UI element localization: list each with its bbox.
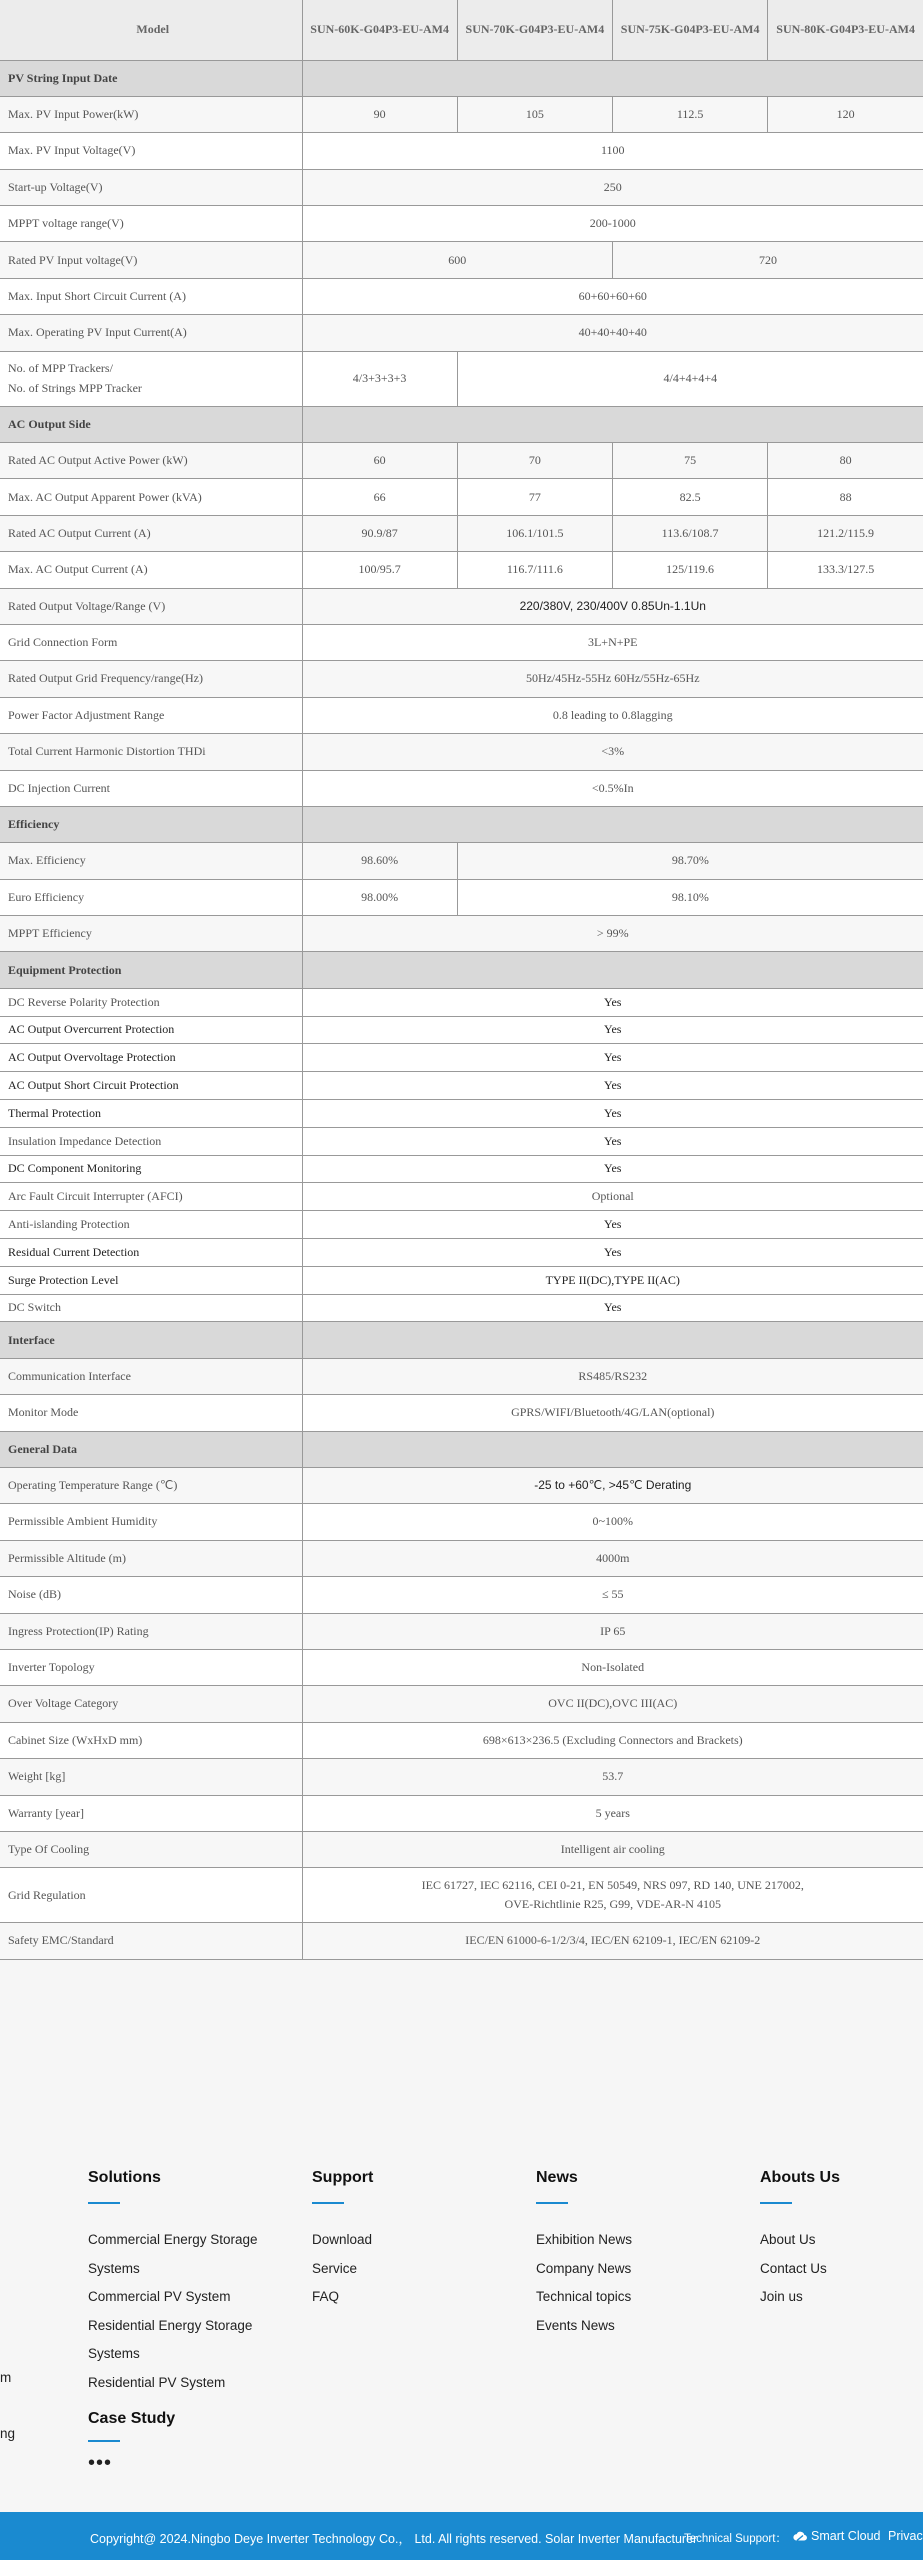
row-label: Operating Temperature Range (℃) bbox=[0, 1468, 302, 1504]
cell: 88 bbox=[768, 479, 923, 515]
row-label: Grid Connection Form bbox=[0, 624, 302, 660]
table-row bbox=[0, 1868, 923, 1923]
tech-support-label: Technical Support： bbox=[684, 2533, 787, 2545]
heading-underline bbox=[312, 2202, 344, 2204]
table-row bbox=[0, 843, 923, 879]
cell: 90.9/87 bbox=[302, 515, 457, 551]
row-label: Warranty [year] bbox=[0, 1795, 302, 1831]
cell: Intelligent air cooling bbox=[302, 1831, 923, 1867]
cell: 116.7/111.6 bbox=[457, 552, 612, 588]
row-label: Rated PV Input voltage(V) bbox=[0, 242, 302, 278]
header-model-60k: SUN-60K-G04P3-EU-AM4 bbox=[302, 0, 457, 60]
row-label: Max. Input Short Circuit Current (A) bbox=[0, 278, 302, 314]
section-row bbox=[0, 1431, 923, 1467]
row-label: DC Injection Current bbox=[0, 770, 302, 806]
row-label bbox=[0, 351, 302, 406]
row-label: Weight [kg] bbox=[0, 1759, 302, 1795]
footer-heading: Support bbox=[312, 2169, 374, 2186]
cell-line: OVE-Richtlinie R25, G99, VDE-AR-N 4105 bbox=[504, 1897, 721, 1912]
table-row bbox=[0, 1759, 923, 1795]
row-label: Max. PV Input Power(kW) bbox=[0, 96, 302, 132]
row-label: Communication Interface bbox=[0, 1358, 302, 1394]
table-row bbox=[0, 661, 923, 697]
table-row bbox=[0, 1577, 923, 1613]
row-label: AC Output Overvoltage Protection bbox=[0, 1044, 302, 1072]
table-row bbox=[0, 443, 923, 479]
cell: 66 bbox=[302, 479, 457, 515]
section-row bbox=[0, 60, 923, 96]
footer-link[interactable]: Contact Us bbox=[760, 2260, 827, 2276]
row-label: Total Current Harmonic Distortion THDi bbox=[0, 734, 302, 770]
footer-link[interactable]: Commercial PV System bbox=[88, 2289, 231, 2304]
table-row bbox=[0, 1266, 923, 1294]
heading-underline bbox=[88, 2440, 120, 2442]
table-row bbox=[0, 1183, 923, 1211]
cell: Yes bbox=[302, 1044, 923, 1072]
tech-support-link[interactable] bbox=[793, 2529, 880, 2543]
left-edge-fragment[interactable]: ng bbox=[0, 2426, 16, 2441]
cell: IP 65 bbox=[302, 1613, 923, 1649]
cell: 121.2/115.9 bbox=[768, 515, 923, 551]
footer-link[interactable]: Residential PV System bbox=[88, 2374, 226, 2390]
cell: 720 bbox=[613, 242, 923, 278]
cell: 98.10% bbox=[457, 879, 923, 915]
cell: 50Hz/45Hz-55Hz 60Hz/55Hz-65Hz bbox=[302, 661, 923, 697]
footer-link[interactable]: Residential Energy Storage bbox=[88, 2317, 253, 2333]
row-label: Cabinet Size (WxHxD mm) bbox=[0, 1722, 302, 1758]
cell: Optional bbox=[302, 1183, 923, 1211]
table-row bbox=[0, 1155, 923, 1183]
row-label: Max. PV Input Voltage(V) bbox=[0, 133, 302, 169]
cell: 1100 bbox=[302, 133, 923, 169]
cell: > 99% bbox=[302, 916, 923, 952]
footer-link[interactable]: FAQ bbox=[312, 2289, 340, 2304]
header-model-75k: SUN-75K-G04P3-EU-AM4 bbox=[613, 0, 768, 60]
cell: 200-1000 bbox=[302, 206, 923, 242]
table-row bbox=[0, 1211, 923, 1239]
table-row bbox=[0, 1016, 923, 1044]
heading-underline bbox=[760, 2202, 792, 2204]
table-row bbox=[0, 515, 923, 551]
cell: Non-Isolated bbox=[302, 1649, 923, 1685]
section-title: PV String Input Date bbox=[0, 60, 302, 96]
section-row bbox=[0, 806, 923, 842]
header-model-70k: SUN-70K-G04P3-EU-AM4 bbox=[457, 0, 612, 60]
footer-link[interactable]: Events News bbox=[536, 2317, 615, 2333]
table-row bbox=[0, 916, 923, 952]
cell: 98.70% bbox=[457, 843, 923, 879]
table-row bbox=[0, 1649, 923, 1685]
table-row bbox=[0, 1358, 923, 1394]
cell: 53.7 bbox=[302, 1759, 923, 1795]
cell: 82.5 bbox=[613, 479, 768, 515]
cell: 98.00% bbox=[302, 879, 457, 915]
cell: Yes bbox=[302, 988, 923, 1016]
table-row bbox=[0, 1044, 923, 1072]
table-row bbox=[0, 169, 923, 205]
cell: 5 years bbox=[302, 1795, 923, 1831]
cell: 4/3+3+3+3 bbox=[302, 351, 457, 406]
row-label: Anti-islanding Protection bbox=[0, 1211, 302, 1239]
case-study-heading: Case Study bbox=[88, 2410, 176, 2427]
row-label: AC Output Short Circuit Protection bbox=[0, 1072, 302, 1100]
table-row bbox=[0, 1722, 923, 1758]
cell: 125/119.6 bbox=[613, 552, 768, 588]
header-model: Model bbox=[0, 0, 302, 60]
table-row bbox=[0, 1613, 923, 1649]
cell: 112.5 bbox=[613, 96, 768, 132]
footer-heading: Abouts Us bbox=[760, 2169, 840, 2186]
cell: 0~100% bbox=[302, 1504, 923, 1540]
table-row bbox=[0, 697, 923, 733]
row-label: Ingress Protection(IP) Rating bbox=[0, 1613, 302, 1649]
case-study bbox=[88, 2410, 175, 2475]
row-label: Max. AC Output Apparent Power (kVA) bbox=[0, 479, 302, 515]
table-row bbox=[0, 479, 923, 515]
row-label: Over Voltage Category bbox=[0, 1686, 302, 1722]
cell-line: IEC 61727, IEC 62116, CEI 0-21, EN 50549, NRS 097, RD 140, UNE 217002, bbox=[421, 1878, 804, 1893]
cell: ≤ 55 bbox=[302, 1577, 923, 1613]
row-label: Max. AC Output Current (A) bbox=[0, 552, 302, 588]
table-row bbox=[0, 351, 923, 406]
heading-underline bbox=[88, 2202, 120, 2204]
footer-column-about bbox=[760, 2166, 840, 2312]
cell: Yes bbox=[302, 1127, 923, 1155]
section-row bbox=[0, 952, 923, 988]
row-label: Max. Operating PV Input Current(A) bbox=[0, 315, 302, 351]
copyright-bar bbox=[0, 2512, 923, 2560]
cell: Yes bbox=[302, 1294, 923, 1322]
cell: 98.60% bbox=[302, 843, 457, 879]
table-row bbox=[0, 1127, 923, 1155]
cell: Yes bbox=[302, 1016, 923, 1044]
table-row bbox=[0, 1100, 923, 1128]
cell: 220/380V, 230/400V 0.85Un-1.1Un bbox=[302, 588, 923, 624]
cell: 0.8 leading to 0.8lagging bbox=[302, 697, 923, 733]
cell: Yes bbox=[302, 1239, 923, 1267]
heading-underline bbox=[536, 2202, 568, 2204]
table-row bbox=[0, 1923, 923, 1959]
row-label-line: No. of Strings MPP Tracker bbox=[8, 380, 142, 395]
row-label: Surge Protection Level bbox=[0, 1266, 302, 1294]
cell: 106.1/101.5 bbox=[457, 515, 612, 551]
cell: 60 bbox=[302, 443, 457, 479]
row-label: Max. Efficiency bbox=[0, 843, 302, 879]
row-label: Noise (dB) bbox=[0, 1577, 302, 1613]
row-label: Arc Fault Circuit Interrupter (AFCI) bbox=[0, 1183, 302, 1211]
cell: Yes bbox=[302, 1100, 923, 1128]
row-label: Insulation Impedance Detection bbox=[0, 1127, 302, 1155]
row-label: Rated Output Grid Frequency/range(Hz) bbox=[0, 661, 302, 697]
table-row bbox=[0, 1239, 923, 1267]
cell: OVC II(DC),OVC III(AC) bbox=[302, 1686, 923, 1722]
footer-column-news bbox=[536, 2166, 632, 2340]
cell: 90 bbox=[302, 96, 457, 132]
copyright-text: Copyright@ 2024.Ningbo Deye Inverter Technology Co.， Ltd. All rights reserved. Solar Inverter Manufacturer bbox=[90, 2532, 698, 2546]
cell: 105 bbox=[457, 96, 612, 132]
section-row bbox=[0, 1322, 923, 1358]
table-row bbox=[0, 1294, 923, 1322]
footer-link[interactable]: Exhibition News bbox=[536, 2232, 633, 2247]
cell: RS485/RS232 bbox=[302, 1358, 923, 1394]
cell: 133.3/127.5 bbox=[768, 552, 923, 588]
row-label: DC Switch bbox=[0, 1294, 302, 1322]
cloud-icon bbox=[793, 2530, 807, 2542]
footer-column-support bbox=[312, 2166, 373, 2312]
footer-heading: Solutions bbox=[88, 2169, 161, 2186]
row-label: MPPT Efficiency bbox=[0, 916, 302, 952]
row-label: DC Reverse Polarity Protection bbox=[0, 988, 302, 1016]
cell: Yes bbox=[302, 1211, 923, 1239]
table-row bbox=[0, 1540, 923, 1576]
footer-link[interactable]: Systems bbox=[88, 2346, 140, 2361]
footer-link[interactable]: Commercial Energy Storage bbox=[88, 2232, 258, 2247]
header-model-80k: SUN-80K-G04P3-EU-AM4 bbox=[768, 0, 923, 60]
left-edge-fragment[interactable]: m bbox=[0, 2370, 12, 2385]
table-row bbox=[0, 206, 923, 242]
cell: 77 bbox=[457, 479, 612, 515]
table-row bbox=[0, 734, 923, 770]
cell: 120 bbox=[768, 96, 923, 132]
row-label: Permissible Ambient Humidity bbox=[0, 1504, 302, 1540]
cell: 3L+N+PE bbox=[302, 624, 923, 660]
cell: 80 bbox=[768, 443, 923, 479]
row-label: Residual Current Detection bbox=[0, 1239, 302, 1267]
section-title: General Data bbox=[0, 1431, 302, 1467]
row-label: Rated Output Voltage/Range (V) bbox=[0, 588, 302, 624]
row-label: DC Component Monitoring bbox=[0, 1155, 302, 1183]
row-label: MPPT voltage range(V) bbox=[0, 206, 302, 242]
row-label: Type Of Cooling bbox=[0, 1831, 302, 1867]
section-title: Equipment Protection bbox=[0, 952, 302, 988]
table-row bbox=[0, 988, 923, 1016]
cell: 4/4+4+4+4 bbox=[457, 351, 923, 406]
cell: 250 bbox=[302, 169, 923, 205]
table-row bbox=[0, 1831, 923, 1867]
cell: Yes bbox=[302, 1155, 923, 1183]
row-label: Rated AC Output Active Power (kW) bbox=[0, 443, 302, 479]
table-row bbox=[0, 1795, 923, 1831]
cell: IEC/EN 61000-6-1/2/3/4, IEC/EN 62109-1, IEC/EN 62109-2 bbox=[302, 1923, 923, 1959]
cell bbox=[302, 1868, 923, 1923]
cell: 40+40+40+40 bbox=[302, 315, 923, 351]
cell: 4000m bbox=[302, 1540, 923, 1576]
cell: 698×613×236.5 (Excluding Connectors and Brackets) bbox=[302, 1722, 923, 1758]
table-row bbox=[0, 770, 923, 806]
footer-column-solutions bbox=[88, 2166, 258, 2397]
footer-link[interactable]: Company News bbox=[536, 2260, 632, 2276]
table-header-row bbox=[0, 0, 923, 60]
row-label: Inverter Topology bbox=[0, 1649, 302, 1685]
table-row bbox=[0, 1686, 923, 1722]
footer-link[interactable]: Service bbox=[312, 2260, 358, 2276]
footer-link[interactable]: About Us bbox=[760, 2232, 816, 2247]
cell: -25 to +60℃, >45℃ Derating bbox=[302, 1468, 923, 1504]
cell: 60+60+60+60 bbox=[302, 278, 923, 314]
footer-link[interactable]: Technical topics bbox=[536, 2289, 632, 2304]
table-row bbox=[0, 1468, 923, 1504]
table-row bbox=[0, 315, 923, 351]
cell: Yes bbox=[302, 1072, 923, 1100]
table-row bbox=[0, 242, 923, 278]
footer-heading: News bbox=[536, 2169, 578, 2186]
table-row bbox=[0, 588, 923, 624]
row-label: Start-up Voltage(V) bbox=[0, 169, 302, 205]
section-row bbox=[0, 406, 923, 442]
cell: GPRS/WIFI/Bluetooth/4G/LAN(optional) bbox=[302, 1395, 923, 1431]
cell: <3% bbox=[302, 734, 923, 770]
cell: 70 bbox=[457, 443, 612, 479]
more-dots-icon[interactable]: ••• bbox=[88, 2452, 113, 2474]
row-label: Euro Efficiency bbox=[0, 879, 302, 915]
row-label: Permissible Altitude (m) bbox=[0, 1540, 302, 1576]
row-label: Power Factor Adjustment Range bbox=[0, 697, 302, 733]
row-label: Safety EMC/Standard bbox=[0, 1923, 302, 1959]
cell: TYPE II(DC),TYPE II(AC) bbox=[302, 1266, 923, 1294]
footer-link[interactable]: Join us bbox=[760, 2289, 803, 2304]
table-row bbox=[0, 1395, 923, 1431]
section-title: Efficiency bbox=[0, 806, 302, 842]
table-row bbox=[0, 96, 923, 132]
table-row bbox=[0, 879, 923, 915]
cell: <0.5%In bbox=[302, 770, 923, 806]
row-label-line: No. of MPP Trackers/ bbox=[8, 361, 113, 376]
tech-support-name: Smart Cloud bbox=[811, 2529, 881, 2543]
cell: 75 bbox=[613, 443, 768, 479]
section-title: AC Output Side bbox=[0, 406, 302, 442]
section-title: Interface bbox=[0, 1322, 302, 1358]
row-label: Rated AC Output Current (A) bbox=[0, 515, 302, 551]
row-label: Monitor Mode bbox=[0, 1395, 302, 1431]
cell: 100/95.7 bbox=[302, 552, 457, 588]
footer-link[interactable]: Download bbox=[312, 2232, 373, 2247]
table-row bbox=[0, 133, 923, 169]
table-row bbox=[0, 1504, 923, 1540]
row-label: Grid Regulation bbox=[0, 1868, 302, 1923]
table-row bbox=[0, 624, 923, 660]
footer-link[interactable]: Systems bbox=[88, 2260, 140, 2276]
table-row bbox=[0, 1072, 923, 1100]
cell: 113.6/108.7 bbox=[613, 515, 768, 551]
privacy-link[interactable]: Privac bbox=[888, 2529, 923, 2543]
cell: 600 bbox=[302, 242, 613, 278]
row-label: AC Output Overcurrent Protection bbox=[0, 1016, 302, 1044]
table-row bbox=[0, 552, 923, 588]
table-row bbox=[0, 278, 923, 314]
row-label: Thermal Protection bbox=[0, 1100, 302, 1128]
